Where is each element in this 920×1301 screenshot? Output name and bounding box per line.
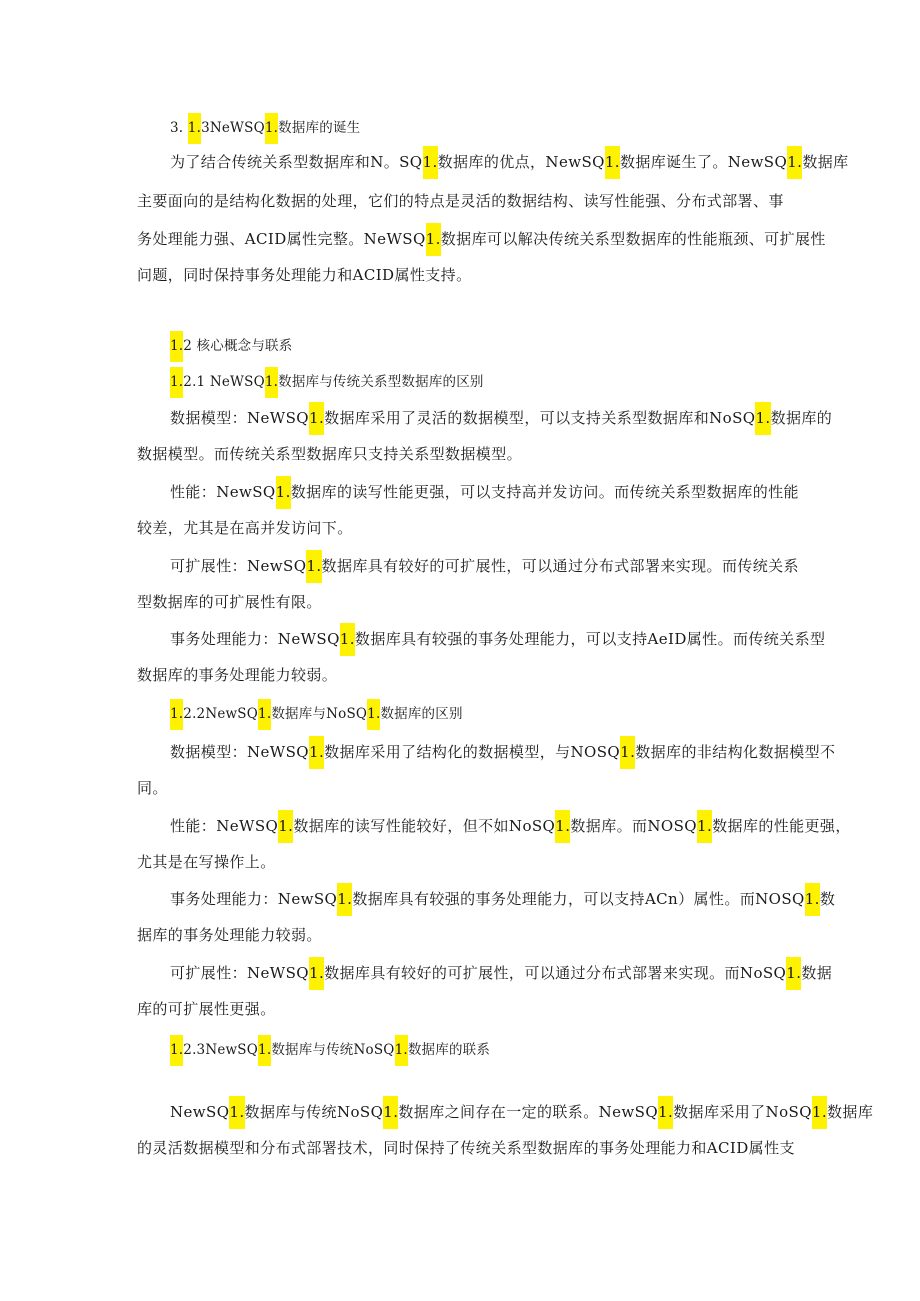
paragraph-line: 库的可扩展性更强。 [137,1000,276,1018]
section-heading-1-3: 3. 1.3NeWSQ1.数据库的诞生 [170,118,360,138]
highlight-mark: 1. [658,1096,673,1129]
paragraph-line: 同。 [137,779,168,797]
highlight-mark: 1. [170,331,183,362]
highlight-mark: 1. [620,736,635,769]
highlight-mark: 1. [426,223,441,256]
subsection-heading-1-2-2: 1.2.2NewSQ1.数据库与NoSQ1.数据库的区别 [170,704,463,724]
highlight-mark: 1. [229,1096,244,1129]
highlight-mark: 1. [697,810,712,843]
highlight-mark: 1. [309,736,324,769]
highlight-mark: 1. [265,367,278,398]
paragraph-line: 型数据库的可扩展性有限。 [137,593,322,611]
paragraph-line: NewSQ1.数据库与传统NoSQ1.数据库之间存在一定的联系。NewSQ1.数据库采用了NoSQ1.数据库 [170,1102,873,1122]
highlight-mark: 1. [605,146,620,179]
highlight-mark: 1. [258,1035,271,1066]
highlight-mark: 1. [265,113,278,144]
paragraph-line: 事务处理能力：NeWSQ1.数据库具有较强的事务处理能力，可以支持AeID属性。而传统关系型 [170,629,825,649]
highlight-mark: 1. [278,810,293,843]
highlight-mark: 1. [337,883,352,916]
highlight-mark: 1. [812,1096,827,1129]
paragraph-line: 尤其是在写操作上。 [137,853,276,871]
highlight-mark: 1. [306,550,321,583]
paragraph-line: 据库的事务处理能力较弱。 [137,926,322,944]
highlight-mark: 1. [383,1096,398,1129]
highlight-mark: 1. [367,699,380,730]
highlight-mark: 1. [755,402,770,435]
paragraph-line: 数据模型：NeWSQ1.数据库采用了灵活的数据模型，可以支持关系型数据库和NoSQ1.数据库的 [170,408,832,428]
paragraph-line: 事务处理能力：NewSQ1.数据库具有较强的事务处理能力，可以支持ACn）属性。而NOSQ1.数 [170,889,835,909]
highlight-mark: 1. [805,883,820,916]
paragraph-line: 为了结合传统关系型数据库和N。SQ1.数据库的优点，NewSQ1.数据库诞生了。NewSQ1.数据库 [170,152,849,172]
paragraph-line: 主要面向的是结构化数据的处理，它们的特点是灵活的数据结构、读写性能强、分布式部署、事 [137,192,784,210]
subsection-heading-1-2-1: 1.2.1 NeWSQ1.数据库与传统关系型数据库的区别 [170,372,484,392]
paragraph-line: 数据库的事务处理能力较弱。 [137,666,338,684]
paragraph-line: 可扩展性：NewSQ1.数据库具有较好的可扩展性，可以通过分布式部署来实现。而传统关系 [170,556,799,576]
paragraph-line: 务处理能力强、ACID属性完整。NeWSQ1.数据库可以解决传统关系型数据库的性能瓶颈、可扩展性 [137,229,826,249]
highlight-mark: 1. [170,367,183,398]
section-heading-1-2: 1.2 核心概念与联系 [170,336,292,356]
highlight-mark: 1. [188,113,201,144]
highlight-mark: 1. [555,810,570,843]
highlight-mark: 1. [276,476,291,509]
highlight-mark: 1. [170,699,183,730]
highlight-mark: 1. [170,1035,183,1066]
paragraph-line: 性能：NeWSQ1.数据库的读写性能较好，但不如NoSQ1.数据库。而NOSQ1.数据库的性能更强， [170,816,851,836]
paragraph-line: 性能：NewSQ1.数据库的读写性能更强，可以支持高并发访问。而传统关系型数据库的性能 [170,482,799,502]
paragraph-line: 数据模型：NeWSQ1.数据库采用了结构化的数据模型，与NOSQ1.数据库的非结构化数据模型不 [170,742,835,762]
paragraph-line: 问题，同时保持事务处理能力和ACID属性支持。 [137,266,472,284]
highlight-mark: 1. [309,957,324,990]
highlight-mark: 1. [423,146,438,179]
paragraph-line: 可扩展性：NeWSQ1.数据库具有较好的可扩展性，可以通过分布式部署来实现。而NoSQ1.数据 [170,963,832,983]
highlight-mark: 1. [395,1035,408,1066]
highlight-mark: 1. [787,146,802,179]
paragraph-line: 较差，尤其是在高并发访问下。 [137,519,353,537]
highlight-mark: 1. [309,402,324,435]
highlight-mark: 1. [258,699,271,730]
highlight-mark: 1. [786,957,801,990]
subsection-heading-1-2-3: 1.2.3NewSQ1.数据库与传统NoSQ1.数据库的联系 [170,1040,490,1060]
paragraph-line: 数据模型。而传统关系型数据库只支持关系型数据模型。 [137,445,523,463]
paragraph-line: 的灵活数据模型和分布式部署技术，同时保持了传统关系型数据库的事务处理能力和ACID属性支 [137,1139,795,1157]
highlight-mark: 1. [340,623,355,656]
